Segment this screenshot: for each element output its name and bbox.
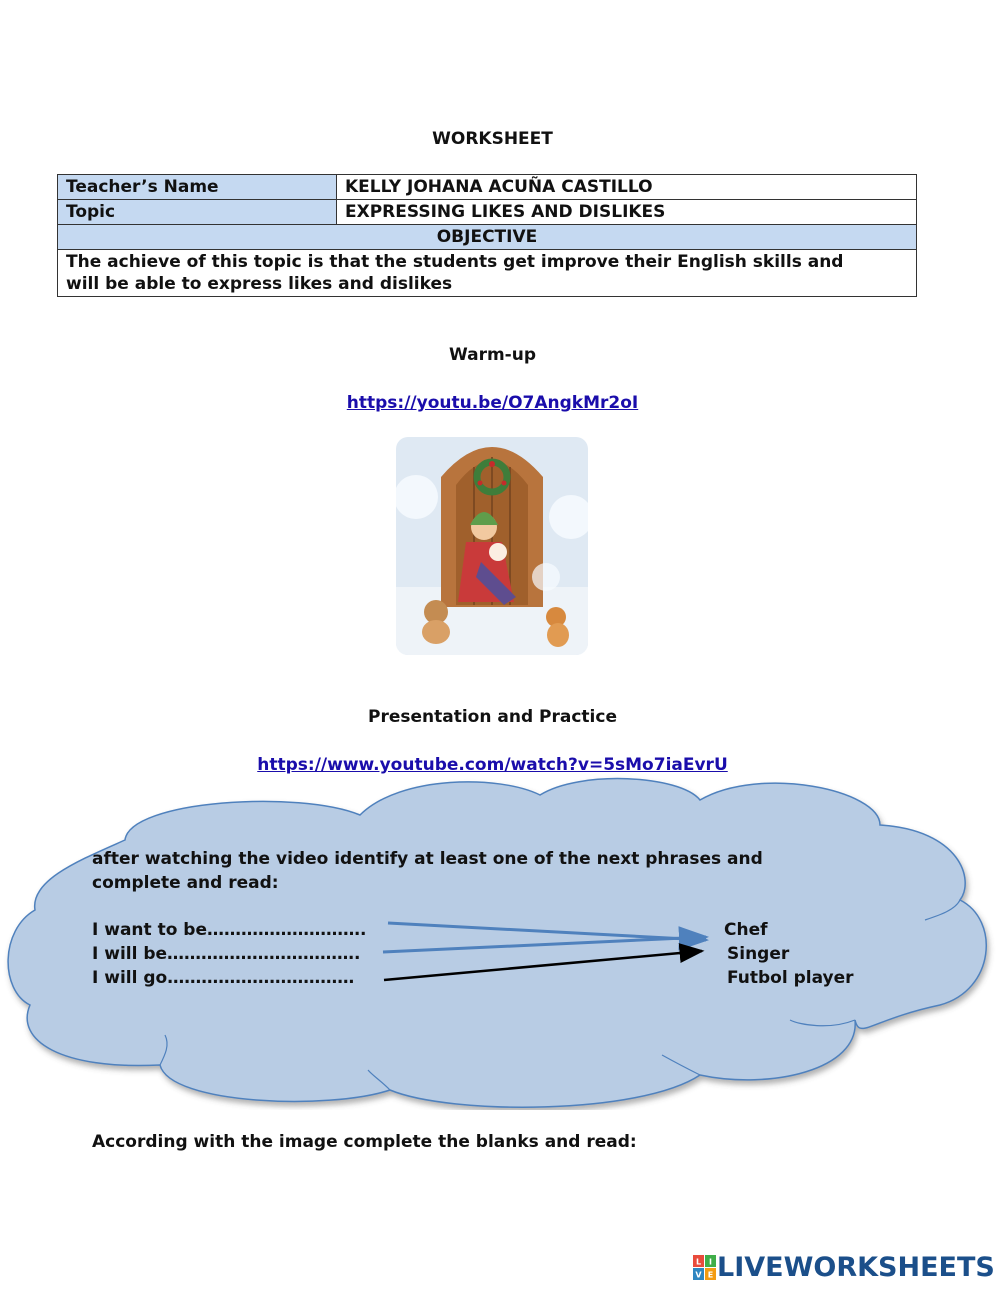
answer-singer: Singer — [727, 944, 790, 964]
worksheet-title: WORKSHEET — [432, 129, 553, 149]
warmup-heading: Warm-up — [448, 345, 537, 365]
teacher-value: KELLY JOHANA ACUÑA CASTILLO — [337, 175, 917, 200]
presentation-link[interactable]: https://www.youtube.com/watch?v=5sMo7iaEvrU — [257, 755, 728, 775]
objective-line-1: The achieve of this topic is that the students get improve their English skills and — [66, 252, 844, 272]
phrase-2: I will be……………………………. — [92, 944, 361, 964]
svg-text:I: I — [709, 1257, 712, 1266]
objective-label: OBJECTIVE — [58, 225, 917, 250]
phrase-3: I will go…………………………… — [92, 968, 355, 988]
presentation-heading: Presentation and Practice — [368, 707, 617, 727]
bottom-instruction: According with the image complete the blanks and read: — [92, 1132, 637, 1152]
teacher-label: Teacher’s Name — [58, 175, 337, 200]
cloud-instruction-2: complete and read: — [92, 873, 279, 893]
topic-value: EXPRESSING LIKES AND DISLIKES — [337, 200, 917, 225]
objective-line-2: will be able to express likes and dislikes — [66, 274, 453, 294]
liveworksheets-wordmark: LIVEWORKSHEETS — [717, 1252, 995, 1283]
phrase-1: I want to be………………………. — [92, 920, 367, 940]
info-table — [57, 174, 917, 297]
svg-text:L: L — [695, 1257, 702, 1266]
answer-chef: Chef — [724, 920, 768, 940]
objective-text — [58, 250, 917, 297]
warmup-link[interactable]: https://youtu.be/O7AngkMr2oI — [346, 393, 639, 413]
svg-text:E: E — [707, 1270, 714, 1279]
liveworksheets-badge-icon — [693, 1255, 717, 1281]
answer-futbol-player: Futbol player — [727, 968, 854, 988]
topic-label: Topic — [58, 200, 337, 225]
christmas-illustration — [396, 437, 588, 655]
liveworksheets-logo — [693, 1252, 995, 1283]
svg-text:V: V — [695, 1270, 702, 1279]
cloud-instruction-1: after watching the video identify at least one of the next phrases and — [92, 849, 763, 869]
